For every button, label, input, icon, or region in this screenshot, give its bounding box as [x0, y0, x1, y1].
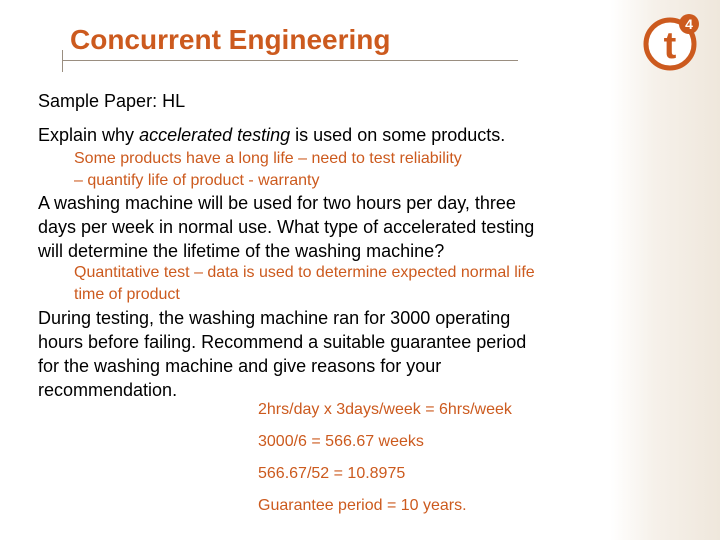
answer-1-line: Some products have a long life – need to test reliability [74, 150, 462, 167]
calculation-result: Guarantee period = 10 years. [258, 497, 467, 514]
question-3 [38, 306, 526, 402]
answer-2-line: time of product [74, 286, 180, 303]
question-2-line: days per week in normal use. What type of accelerated testing [38, 217, 535, 237]
question-2 [38, 191, 534, 263]
decorative-side-panel [610, 0, 720, 540]
question-1-end: is used on some products. [290, 125, 506, 145]
question-3-line: hours before failing. Recommend a suitable guarantee period [38, 332, 527, 352]
question-1 [38, 123, 505, 147]
answer-2-line: Quantitative test – data is used to determine expected normal life [74, 264, 535, 281]
calculation-step: 2hrs/day x 3days/week = 6hrs/week [258, 401, 512, 418]
subtitle: Sample Paper: HL [38, 91, 186, 111]
question-3-line: recommendation. [38, 380, 178, 400]
question-2-line: will determine the lifetime of the washing machine? [38, 241, 445, 261]
question-1-italic: accelerated testing [139, 125, 291, 145]
calculation-step: 3000/6 = 566.67 weeks [258, 433, 424, 450]
answer-2 [74, 262, 535, 306]
question-3-line: During testing, the washing machine ran for 3000 operating [38, 308, 511, 328]
logo-letter: t [663, 25, 677, 67]
calculation-step: 566.67/52 = 10.8975 [258, 465, 406, 482]
question-1-start: Explain why [38, 125, 140, 145]
t4-logo-icon [642, 12, 702, 72]
slide-title: Concurrent Engineering [70, 24, 391, 55]
question-2-line: A washing machine will be used for two hours per day, three [38, 193, 516, 213]
answer-1 [74, 148, 462, 192]
question-3-line: for the washing machine and give reasons for your [38, 356, 442, 376]
logo-superscript: 4 [685, 16, 693, 32]
title-underline [62, 60, 518, 61]
answer-1-line: – quantify life of product - warranty [74, 172, 320, 189]
title-tick-mark [62, 50, 63, 72]
